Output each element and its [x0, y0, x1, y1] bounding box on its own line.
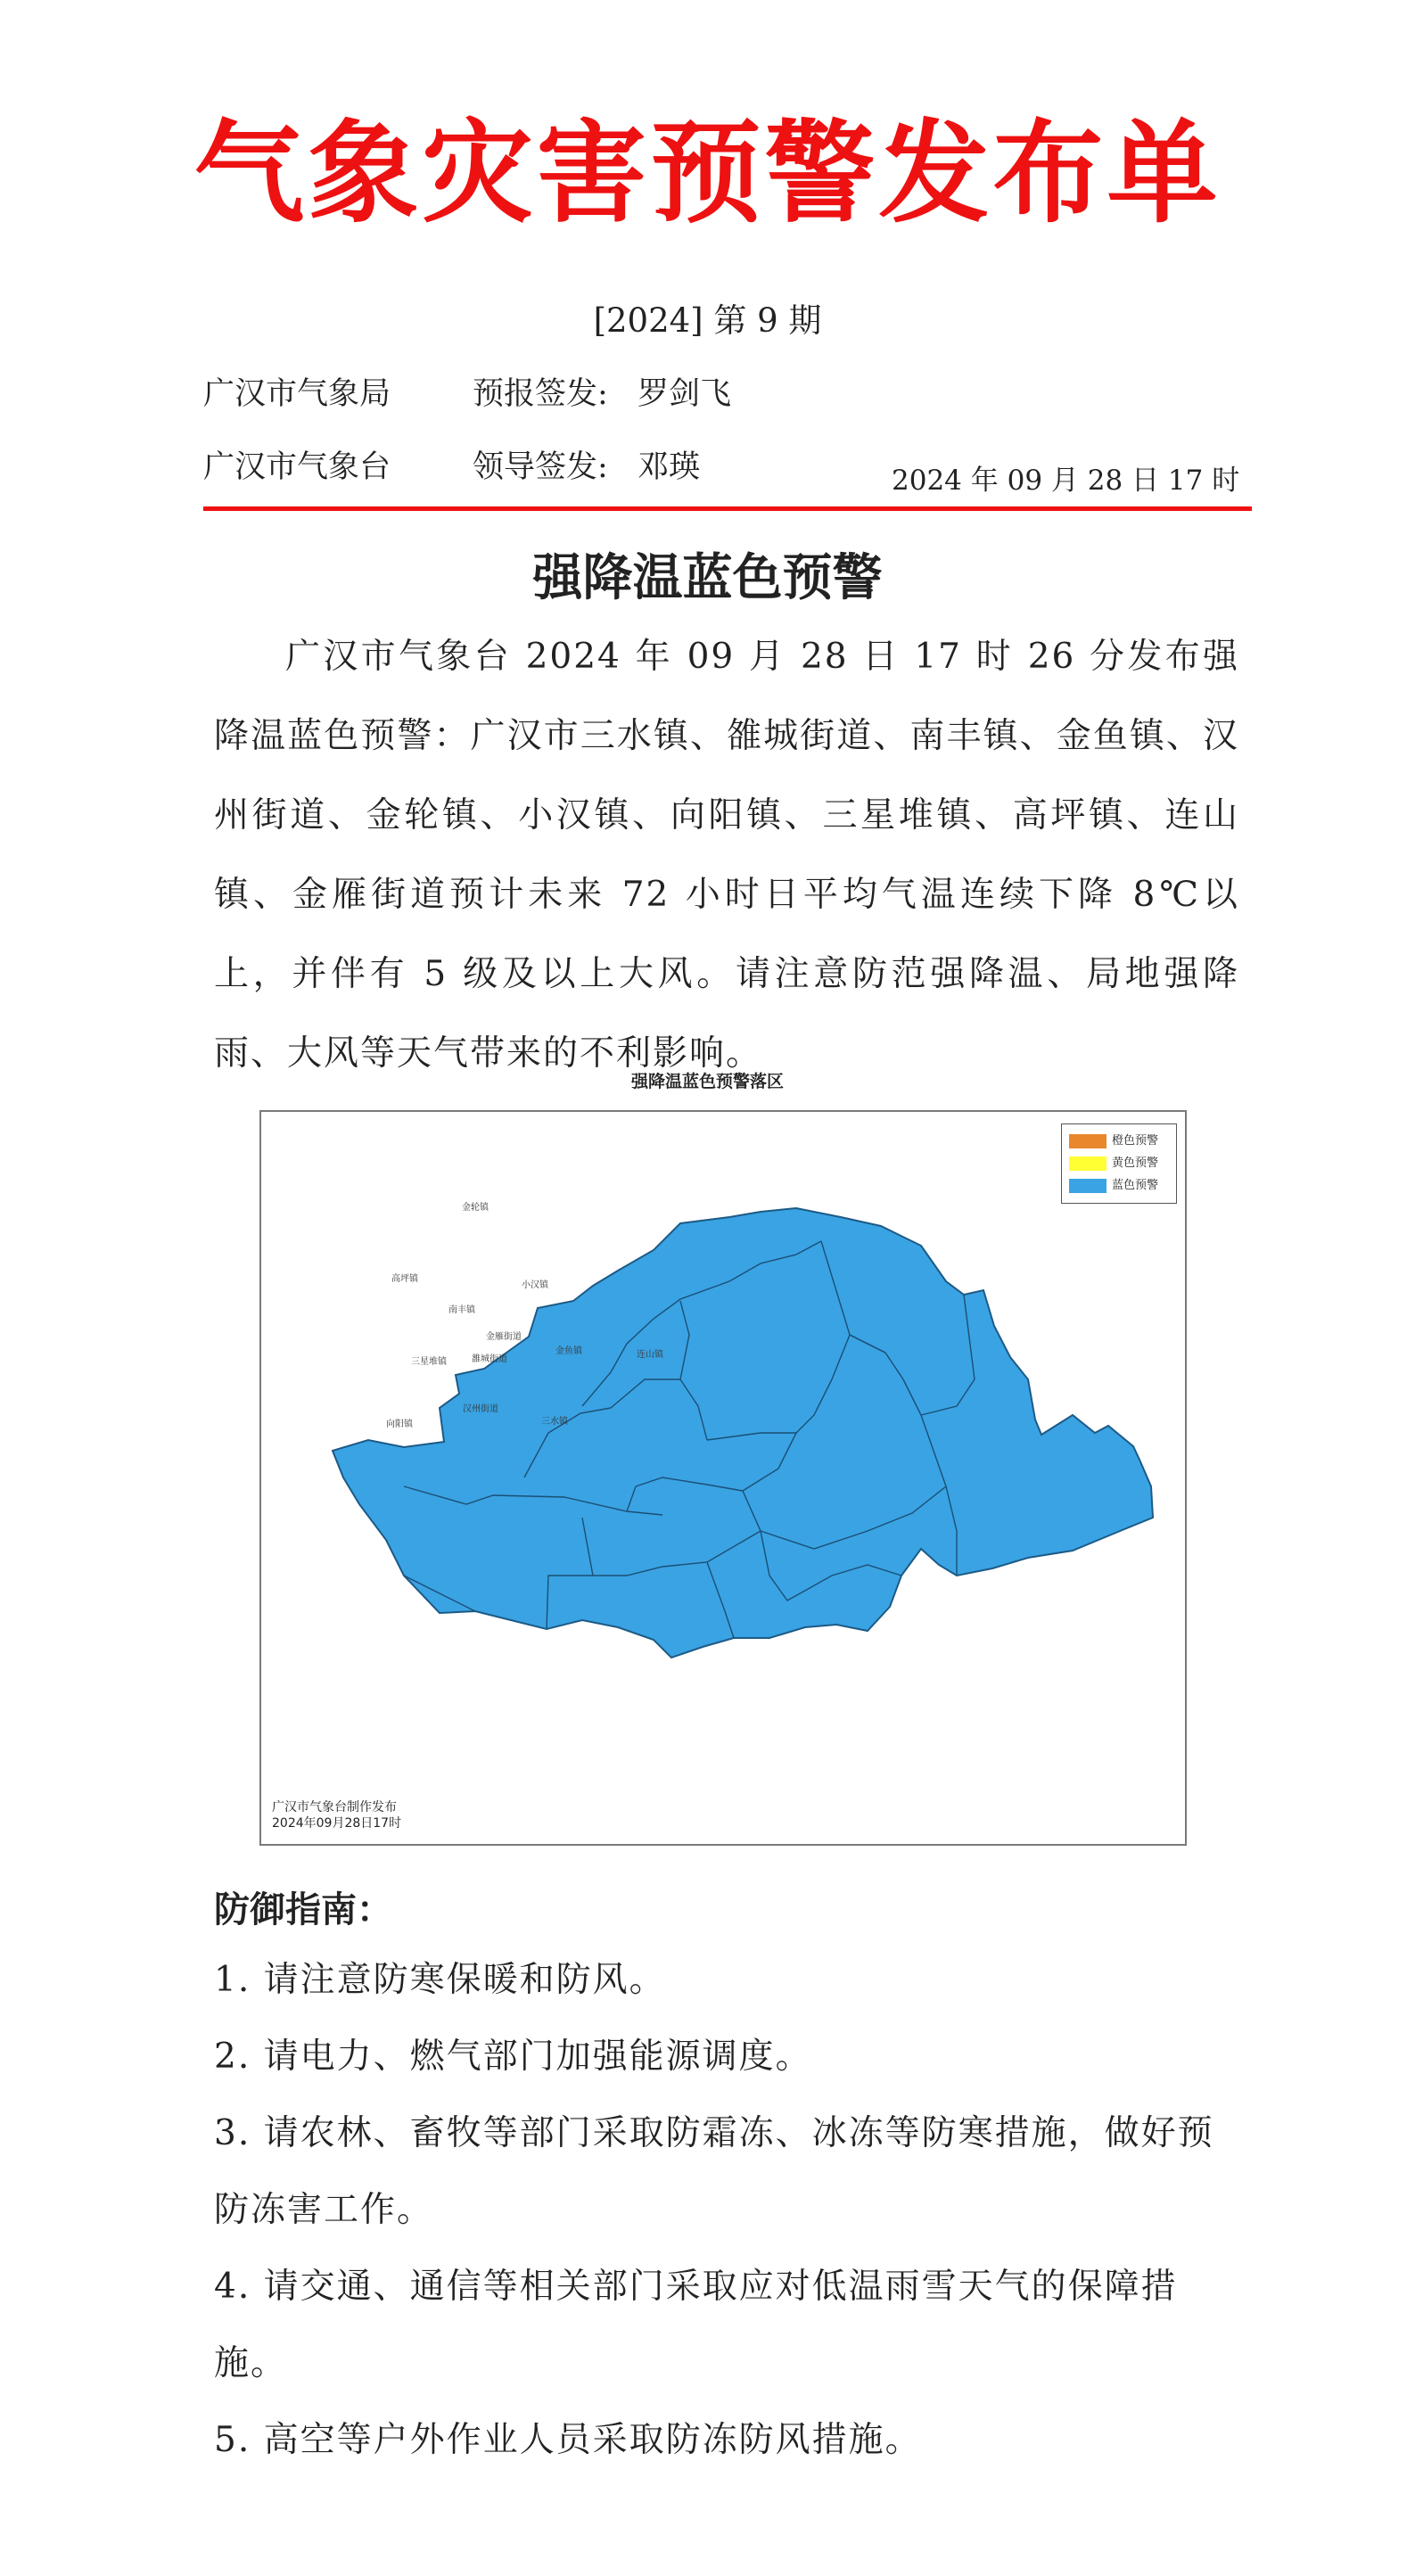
town-label: 连山镇: [637, 1350, 663, 1360]
legend-label: 黄色预警: [1112, 1156, 1159, 1170]
town-label: 汉州街道: [463, 1404, 498, 1414]
legend-item: [1069, 1132, 1158, 1151]
map-credit: [272, 1799, 401, 1831]
forecast-signer-name: 罗剑飞: [638, 376, 732, 412]
city-outline: [333, 1208, 1153, 1658]
town-label: 金鱼镇: [555, 1346, 582, 1356]
guidance-item-5: 5. 高空等户外作业人员采取防冻防风措施。: [214, 2420, 922, 2460]
blue-swatch: [1069, 1179, 1106, 1193]
map-frame: [259, 1110, 1187, 1846]
town-label: 小汉镇: [522, 1280, 548, 1290]
issue-number: [2024] 第 9 期: [593, 301, 822, 340]
orange-swatch: [1069, 1134, 1106, 1148]
red-divider: [203, 506, 1252, 511]
town-label: 雒城街道: [472, 1354, 507, 1364]
guidance-heading: 防御指南：: [214, 1889, 392, 1930]
yellow-swatch: [1069, 1156, 1106, 1171]
town-label: 金轮镇: [462, 1203, 489, 1213]
map-credit-producer: 广汉市气象台制作发布: [272, 1800, 397, 1815]
forecast-signer-label: 预报签发:: [473, 376, 608, 412]
guidance-item-3: 3. 请农林、畜牧等部门采取防霜冻、冰冻等防寒措施，做好预防冻害工作。: [214, 2113, 1214, 2230]
town-label: 三水镇: [541, 1417, 568, 1427]
guidance-item-2: 2. 请电力、燃气部门加强能源调度。: [214, 2037, 812, 2077]
town-label: 向阳镇: [386, 1420, 413, 1429]
legend-label: 橙色预警: [1112, 1134, 1159, 1148]
leader-signer-name: 邓瑛: [638, 449, 701, 485]
town-label: 金雁街道: [486, 1332, 522, 1342]
town-label: 三星堆镇: [411, 1357, 447, 1367]
guidance-item-4: 4. 请交通、通信等相关部门采取应对低温雨雪天气的保障措施。: [214, 2267, 1178, 2383]
map-legend: [1061, 1123, 1177, 1204]
alert-body: 广汉市气象台 2024 年 09 月 28 日 17 时 26 分发布强降温蓝色预警：广汉市三水镇、雒城街道、南丰镇、金鱼镇、汉州街道、金轮镇、小汉镇、向阳镇、三星堆镇、高坪镇、连山镇、金雁街道预计未来 72 小时日平均气温连续下降 8℃以上，并伴有 5 级及以上大风。请注意防范强降温、局地强降雨、大风等天气带来的不利影响。: [214, 637, 1239, 1074]
guidance-item-1: 1. 请注意防寒保暖和防风。: [214, 1960, 666, 2000]
legend-item: [1069, 1176, 1158, 1196]
town-label: 高坪镇: [391, 1274, 418, 1284]
town-label: 南丰镇: [448, 1305, 475, 1315]
map-credit-time: 2024年09月28日17时: [272, 1816, 402, 1831]
map-title: 强降温蓝色预警落区: [630, 1072, 784, 1091]
document-title: 气象灾害预警发布单: [193, 109, 1222, 238]
leader-signer-label: 领导签发:: [473, 449, 608, 485]
issuing-org-2: 广汉市气象台: [203, 449, 391, 485]
legend-item: [1069, 1154, 1158, 1173]
issuing-org-1: 广汉市气象局: [203, 376, 391, 412]
alert-heading: 强降温蓝色预警: [532, 548, 883, 607]
legend-label: 蓝色预警: [1112, 1179, 1159, 1192]
warning-area-map: [261, 1112, 1185, 1844]
issue-datetime: 2024 年 09 月 28 日 17 时: [892, 465, 1240, 497]
